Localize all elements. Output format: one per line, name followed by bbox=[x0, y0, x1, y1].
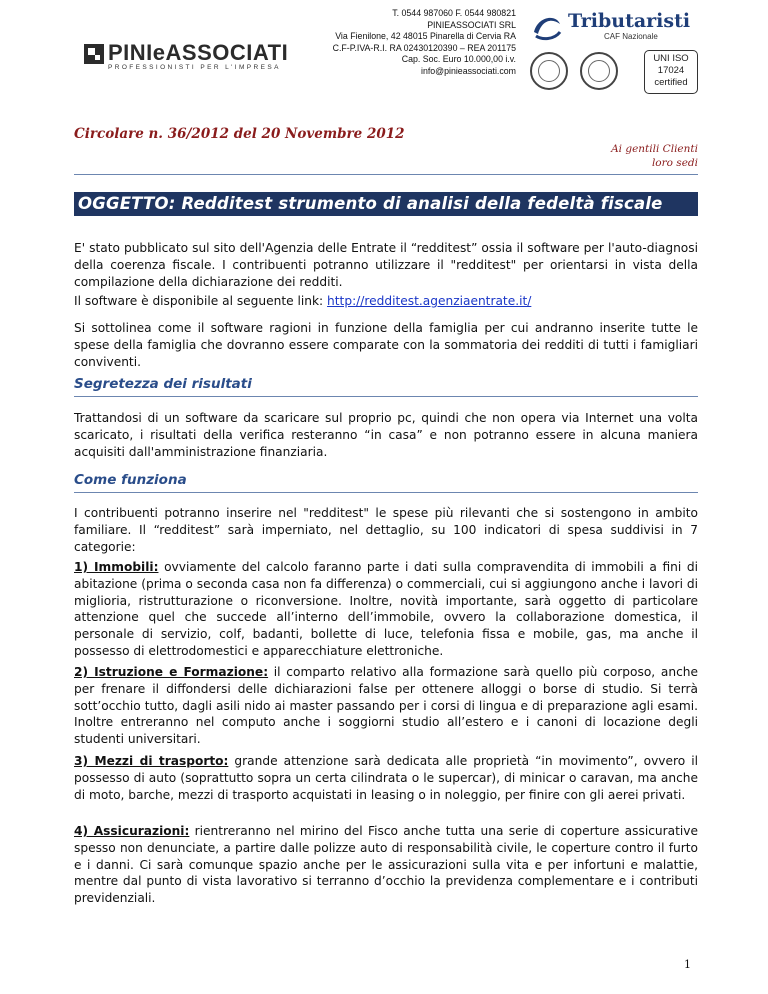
quality-seal-icon bbox=[580, 52, 618, 90]
list-item-immobili bbox=[74, 559, 698, 660]
item-label: 4) Assicurazioni: bbox=[74, 824, 190, 838]
intro-paragraph: E' stato pubblicato sul sito dell'Agenzia delle Entrate il “redditest” ossia il software per l'auto-diagnosi della coerenza fiscale. I contribuenti potranno utilizzare il "redditest" per orientarsi in vista della compilazione della dichiarazione dei redditi. bbox=[74, 241, 698, 289]
recipients bbox=[611, 142, 698, 170]
iso-certified-badge bbox=[644, 50, 698, 94]
header-divider bbox=[74, 174, 698, 175]
contact-address: Via Fienilone, 42 48015 Pinarella di Cervia RA bbox=[335, 31, 516, 42]
link-paragraph bbox=[74, 293, 698, 310]
certification-seal-icon bbox=[530, 52, 568, 90]
contact-tax-id: C.F-P.IVA-R.I. RA 02430120390 – REA 201175 bbox=[332, 42, 516, 53]
segretezza-paragraph: Trattandosi di un software da scaricare sul proprio pc, quindi che non opera via Internet una volta scaricato, i risultati della verifica resteranno “in casa” e non potranno essere in alcuna maniera acquisiti dall'amministrazione finanziaria. bbox=[74, 411, 698, 459]
item-label: 3) Mezzi di trasporto: bbox=[74, 754, 229, 768]
recipients-line-2: loro sedi bbox=[651, 157, 698, 169]
contact-block bbox=[268, 8, 516, 78]
circular-title: Circolare n. 36/2012 del 20 Novembre 2012 bbox=[74, 126, 405, 142]
iso-line-2: 17024 bbox=[657, 65, 685, 76]
come-funziona-paragraph: I contribuenti potranno inserire nel "redditest" le spese più rilevanti che si sostengono in ambito familiare. Il “redditest” sarà imperniato, nel dettaglio, su 100 indicatori di spesa suddivisi in 7 categorie: bbox=[74, 506, 698, 554]
tributaristi-logo-icon bbox=[530, 10, 564, 44]
recipients-line-1: Ai gentili Clienti bbox=[611, 143, 698, 155]
tributaristi-logo-text: Tributaristi bbox=[568, 10, 691, 32]
item-text: grande attenzione sarà dedicata alle proprietà “in movimento”, ovvero il possesso di auto (soprattutto sopra un certa cilindrata o le supercar), di minicar o caravan, ma anche di moto, barche, mezzi di trasporto acquistati in leasing o in noleggio, per finire con gli aerei privati. bbox=[74, 754, 698, 802]
item-text: ovviamente del calcolo faranno parte i dati sulla compravendita di immobili a fini di abitazione (prima o seconda casa non fa differenza) o commerciali, cui si aggiungono anche i lavori di miglioria, ristrutturazione o riconversione. Inoltre, novità importante, sarà oggetto di particolare attenzione quel che succede all’interno dell’immobile, ovvero la collaborazione domestica, il personale di servizio, colf, badanti, bollette di luce, telefonia fissa e mobile, gas, ma anche il possesso di elettrodomestici e apparecchiature elettroniche. bbox=[74, 560, 698, 658]
item-label: 2) Istruzione e Formazione: bbox=[74, 665, 269, 679]
pini-logo-icon bbox=[84, 44, 104, 64]
section-title-segretezza: Segretezza dei risultati bbox=[74, 376, 252, 392]
company-tagline: PROFESSIONISTI PER L'IMPRESA bbox=[108, 64, 281, 71]
subject-title: OGGETTO: Redditest strumento di analisi della fedeltà fiscale bbox=[78, 194, 663, 213]
contact-company: PINIEASSOCIATI SRL bbox=[427, 19, 516, 30]
list-item-trasporto bbox=[74, 753, 698, 803]
list-item-assicurazioni bbox=[74, 823, 698, 907]
contact-email: info@pinieassociati.com bbox=[421, 65, 516, 76]
contact-capital: Cap. Soc. Euro 10.000,00 i.v. bbox=[401, 54, 516, 65]
section-divider bbox=[74, 492, 698, 493]
section-title-come-funziona: Come funziona bbox=[74, 472, 187, 488]
page-number: 1 bbox=[684, 958, 691, 971]
link-prefix: Il software è disponibile al seguente link: bbox=[74, 294, 328, 308]
company-logo-text: PINIeASSOCIATI bbox=[108, 40, 289, 65]
tributaristi-subtitle: CAF Nazionale bbox=[604, 32, 658, 41]
list-item-istruzione bbox=[74, 664, 698, 748]
iso-line-3: certified bbox=[654, 77, 688, 88]
redditest-link[interactable]: http://redditest.agenziaentrate.it/ bbox=[327, 294, 532, 308]
item-label: 1) Immobili: bbox=[74, 560, 159, 574]
iso-line-1: UNI ISO bbox=[653, 53, 689, 64]
item-text: rientreranno nel mirino del Fisco anche tutta una serie di coperture assicurative spesso non denunciate, a partire dalle polizze auto di responsabilità civile, le coperture contro il furto e i danni. Ci sarà comunque spazio anche per le assicurazioni sulla vita e per infortuni e malattie, mentre dal punto di vista lavorativo si terranno d’occhio la previdenza complementare e i contributi previdenziali. bbox=[74, 824, 699, 906]
family-paragraph: Si sottolinea come il software ragioni in funzione della famiglia per cui andranno inserite tutte le spese della famiglia che dovranno essere comparate con la sommatoria dei redditi di tutti i famigliari conviventi. bbox=[74, 321, 698, 369]
item-text: il comparto relativo alla formazione sarà quello più corposo, anche per frenare il diffondersi delle dichiarazioni false per ottenere alloggi o borse di studio. Si terrà sott’occhio tutto, dagli asili nido ai master passando per i corsi di lingua e di preparazione agli esami. Inoltre entreranno nel computo anche i soggiorni studio all’estero e i canoni di locazione degli studenti universitari. bbox=[74, 665, 699, 747]
contact-phone: T. 0544 987060 F. 0544 980821 bbox=[392, 8, 516, 18]
section-divider bbox=[74, 396, 698, 397]
